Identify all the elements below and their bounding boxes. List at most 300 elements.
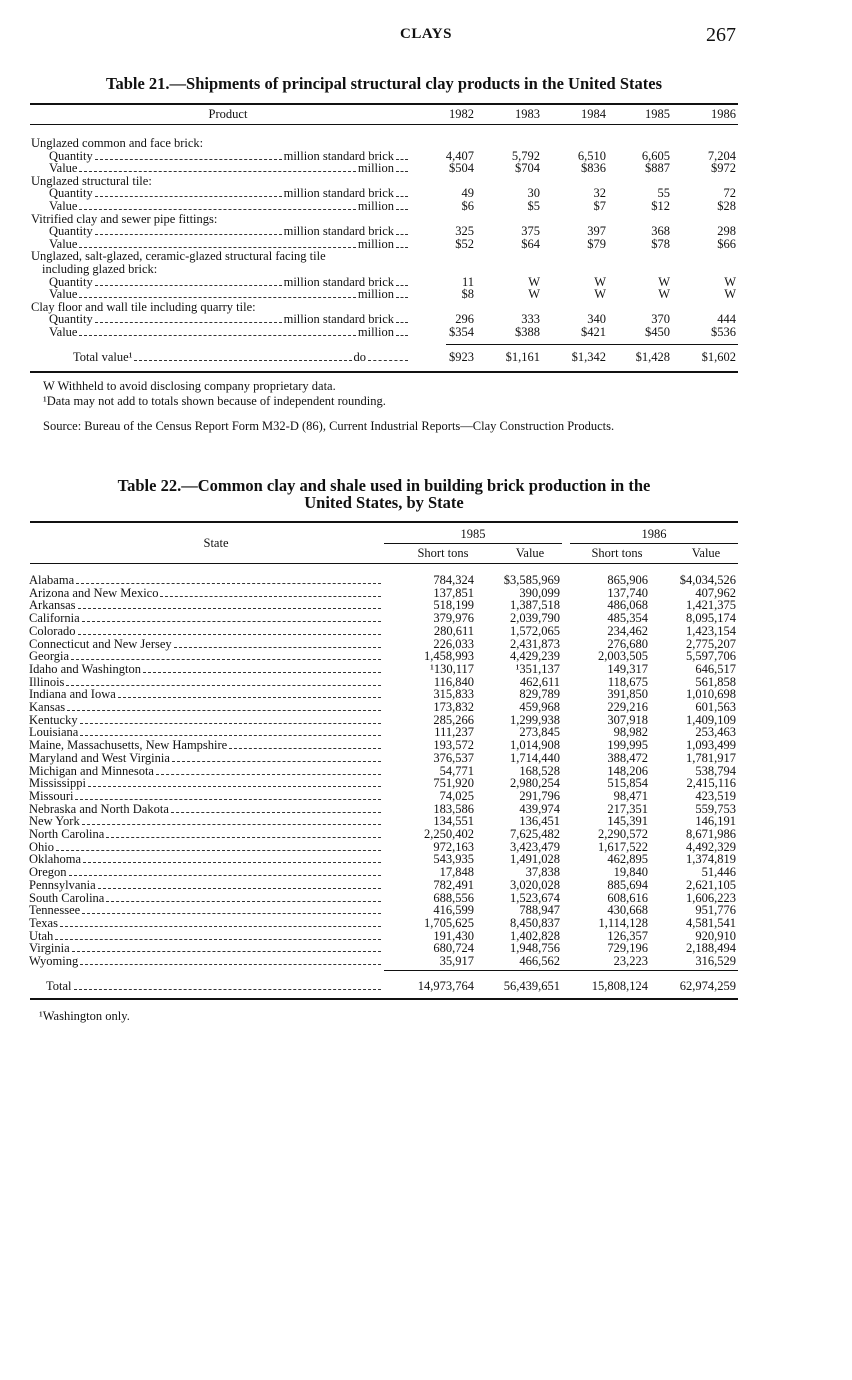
table22-cell: 751,920 xyxy=(433,776,474,791)
table22-cell: 729,196 xyxy=(607,941,648,956)
table22-cell: 390,099 xyxy=(519,585,560,600)
leader-dots xyxy=(134,360,351,361)
row-label-text: Quantity xyxy=(49,148,93,163)
table22-cell: 316,529 xyxy=(695,954,736,968)
table22-year2-header: 1986 xyxy=(641,527,667,541)
table22-cell: 459,968 xyxy=(519,700,560,714)
state-name: Virginia xyxy=(29,941,70,956)
table22-state-label xyxy=(29,904,383,917)
leader-dots xyxy=(78,608,381,609)
leader-dots xyxy=(67,710,381,711)
leader-dots xyxy=(106,901,381,902)
leader-dots xyxy=(80,723,381,724)
table22-total-rule xyxy=(384,970,738,971)
table22-cell: 1,705,625 xyxy=(424,915,474,930)
leader-dots xyxy=(95,285,282,286)
state-name: Nebraska and North Dakota xyxy=(29,801,169,816)
table21-cell: 368 xyxy=(651,224,670,239)
table22-cell: $3,585,969 xyxy=(503,573,560,587)
leader-dots xyxy=(74,989,381,990)
state-name: Indiana and Iowa xyxy=(29,687,116,702)
table22-cell: 784,324 xyxy=(433,573,474,587)
table22-cell: 118,675 xyxy=(607,674,648,689)
table22-cell: 199,995 xyxy=(607,738,648,753)
table22-cell: 1,458,993 xyxy=(424,649,474,664)
table21-cell: $704 xyxy=(515,161,540,176)
table21-source: Source: Bureau of the Census Report Form M32-D (86), Current Industrial Reports—Clay Construction Products. xyxy=(43,419,615,433)
state-name: Oklahoma xyxy=(29,852,82,867)
leader-dots xyxy=(368,360,408,361)
table22-top-rule xyxy=(30,521,738,523)
table22-cell: ¹351,137 xyxy=(515,661,560,676)
table22-state-label xyxy=(29,917,383,930)
table22-state-header: State xyxy=(203,536,229,550)
table22-state-label xyxy=(29,777,383,790)
row-unit-text: million standard brick xyxy=(283,274,394,289)
table21-total-cell: $1,602 xyxy=(701,350,736,364)
table21-cell: 5,792 xyxy=(511,148,540,163)
table21-cell: $78 xyxy=(651,236,670,251)
table21-cell: $7 xyxy=(593,199,606,213)
table21-row-label xyxy=(49,150,410,163)
table21-cell: $887 xyxy=(645,161,670,176)
leader-dots xyxy=(82,913,381,914)
state-name: Idaho and Washington xyxy=(29,661,141,676)
table21-cell: $421 xyxy=(581,325,606,339)
table22-cell: 149,317 xyxy=(607,661,648,676)
table21-cell: $8 xyxy=(461,287,474,302)
table22-cell: 2,003,505 xyxy=(598,649,648,664)
table22-cell: 2,980,254 xyxy=(510,776,560,791)
table22-title-line1: Table 22.—Common clay and shale used in building brick production in the xyxy=(117,476,651,495)
table22-state-label xyxy=(29,930,383,943)
leader-dots xyxy=(396,234,408,235)
table21-row-label xyxy=(49,225,410,238)
table22-cell: 285,266 xyxy=(433,712,474,727)
leader-dots xyxy=(83,862,381,863)
leader-dots xyxy=(82,824,381,825)
leader-dots xyxy=(143,672,381,673)
table21-cell: 55 xyxy=(657,186,670,201)
table21-col-product: Product xyxy=(208,107,248,121)
leader-dots xyxy=(95,159,282,160)
state-name: Colorado xyxy=(29,623,76,638)
table21-row-label xyxy=(49,326,410,339)
table22-cell: 1,491,028 xyxy=(510,852,560,867)
table22-total-cell: 62,974,259 xyxy=(679,979,736,993)
table21-cell: W xyxy=(528,287,540,302)
state-name: Mississippi xyxy=(29,776,86,791)
table21-col-year: 1985 xyxy=(645,107,670,121)
leader-dots xyxy=(160,596,381,597)
table22-cell: 2,039,790 xyxy=(510,611,560,626)
leader-dots xyxy=(60,926,381,927)
state-name: Wyoming xyxy=(29,954,79,968)
leader-dots xyxy=(396,297,408,298)
table21-cell: 30 xyxy=(527,186,540,201)
table22-cell: 8,450,837 xyxy=(510,915,560,930)
row-label-text: Value xyxy=(49,325,78,339)
table22-cell: 4,492,329 xyxy=(686,839,736,854)
table22-cell: 462,611 xyxy=(519,674,560,689)
state-name: Utah xyxy=(29,928,54,943)
state-name: Maryland and West Virginia xyxy=(29,750,170,765)
table22-cell: 1,423,154 xyxy=(686,623,736,638)
table22-cell: 601,563 xyxy=(695,700,736,714)
table21-col-year: 1983 xyxy=(515,107,540,121)
state-name: Georgia xyxy=(29,649,70,664)
row-unit-text: million standard brick xyxy=(283,312,394,327)
table21-cell: 444 xyxy=(717,312,736,327)
table22-cell: 2,415,116 xyxy=(686,776,736,791)
table22-state-label xyxy=(29,638,383,651)
row-label-text: Quantity xyxy=(49,186,93,201)
table22-cell: 8,095,174 xyxy=(686,611,736,626)
table22-cell: 3,423,479 xyxy=(510,839,560,854)
table22-total-label xyxy=(46,980,383,993)
table22-cell: 538,794 xyxy=(695,763,736,778)
state-name: Tennessee xyxy=(29,903,81,918)
leader-dots xyxy=(79,335,355,336)
table22-cell: 183,586 xyxy=(433,801,474,816)
table22-cell: 951,776 xyxy=(695,903,736,918)
table22-cell: 19,840 xyxy=(613,865,648,880)
page-number: 267 xyxy=(706,24,736,46)
table21-cell: $5 xyxy=(527,199,540,213)
table22-cell: 1,114,128 xyxy=(598,915,648,930)
table22-state-label xyxy=(29,688,383,701)
table22-cell: 3,020,028 xyxy=(510,877,560,892)
leader-dots xyxy=(78,634,381,635)
leader-dots xyxy=(72,951,381,952)
table22-year2-rule xyxy=(570,543,738,544)
table22-cell: 234,462 xyxy=(607,623,648,638)
table22-cell: 1,948,756 xyxy=(510,941,560,956)
leader-dots xyxy=(396,196,408,197)
state-name: South Carolina xyxy=(29,890,105,905)
row-unit-text: million xyxy=(357,199,394,213)
table21-title: Table 21.—Shipments of principal structural clay products in the United States xyxy=(105,74,662,93)
leader-dots xyxy=(98,888,381,889)
row-unit-text: million xyxy=(357,325,394,339)
row-unit-text: million xyxy=(357,236,394,251)
table22-cell: 146,191 xyxy=(695,814,736,829)
table22-sub-header-tons-1986: Short tons xyxy=(591,546,643,560)
table22-state-label xyxy=(29,892,383,905)
table22-cell: 407,962 xyxy=(695,585,736,600)
table22-cell: 137,740 xyxy=(607,585,648,600)
table22-cell: 291,796 xyxy=(519,788,560,803)
table22-cell: 7,625,482 xyxy=(510,827,560,841)
table21-cell: $388 xyxy=(515,325,540,339)
table21-cell: 72 xyxy=(723,186,736,201)
table21-group-label: including glazed brick: xyxy=(42,262,158,276)
table22-cell: 885,694 xyxy=(607,877,648,892)
leader-dots xyxy=(229,748,381,749)
table22-cell: 388,472 xyxy=(607,750,648,765)
table21-cell: $28 xyxy=(717,199,736,213)
table22-cell: 4,429,239 xyxy=(510,649,560,664)
leader-dots xyxy=(396,285,408,286)
table22-cell: 485,354 xyxy=(607,611,648,626)
table22-cell: 2,290,572 xyxy=(598,827,648,841)
table22-bottom-rule xyxy=(30,998,738,1000)
table22-cell: 559,753 xyxy=(695,801,736,816)
table21-cell: W xyxy=(658,274,670,289)
leader-dots xyxy=(69,875,382,876)
state-name: Kentucky xyxy=(29,712,78,727)
row-label-text: Value xyxy=(49,199,78,213)
table22-cell: 462,895 xyxy=(607,852,648,867)
table22-cell: 2,250,402 xyxy=(424,827,474,841)
state-name: Arkansas xyxy=(29,598,76,613)
table22-state-label xyxy=(29,752,383,765)
leader-dots xyxy=(95,322,282,323)
table22-cell: 111,237 xyxy=(434,725,474,740)
table22-cell: 423,519 xyxy=(695,788,736,803)
table22-cell: 2,188,494 xyxy=(686,941,736,956)
table21-cell: $6 xyxy=(461,199,474,213)
total-unit-text: do xyxy=(353,350,366,364)
table22-cell: 273,845 xyxy=(519,725,560,740)
table21-group-label: Clay floor and wall tile including quarry tile: xyxy=(31,299,256,314)
state-name: New York xyxy=(29,814,80,829)
table21-cell: 296 xyxy=(455,312,474,327)
table22-cell: 920,910 xyxy=(695,928,736,943)
state-name: Texas xyxy=(29,915,58,930)
table21-cell: 325 xyxy=(455,224,474,239)
table21-cell: 7,204 xyxy=(707,148,736,163)
table22-cell: 137,851 xyxy=(433,585,474,600)
table22-cell: 688,556 xyxy=(433,890,474,905)
table22-header-rule xyxy=(30,563,738,564)
table22-cell: 543,935 xyxy=(433,852,474,867)
leader-dots xyxy=(79,171,355,172)
row-label-text: Quantity xyxy=(49,274,93,289)
table22-cell: 134,551 xyxy=(433,814,474,829)
table22-state-label xyxy=(29,790,383,803)
row-unit-text: million standard brick xyxy=(283,224,394,239)
total-label-text: Total value¹ xyxy=(73,350,133,364)
leader-dots xyxy=(56,850,381,851)
leader-dots xyxy=(79,247,355,248)
table21-group-label: Unglazed common and face brick: xyxy=(31,136,204,150)
leader-dots xyxy=(396,335,408,336)
table22-total-cell: 56,439,651 xyxy=(503,979,560,993)
total-label-text: Total xyxy=(46,979,72,993)
table22-cell: 1,093,499 xyxy=(686,738,736,753)
table22-cell: 51,446 xyxy=(701,865,736,880)
table21-group-label: Unglazed, salt-glazed, ceramic-glazed structural facing tile xyxy=(31,249,326,264)
row-unit-text: million xyxy=(357,287,394,302)
table21-cell: $972 xyxy=(711,161,736,176)
state-name: Arizona and New Mexico xyxy=(29,585,159,600)
table22-cell: 486,068 xyxy=(607,598,648,613)
table21-cell: $66 xyxy=(717,236,736,251)
table22-cell: 430,668 xyxy=(607,903,648,918)
leader-dots xyxy=(174,647,381,648)
table22-cell: 518,199 xyxy=(433,598,474,613)
leader-dots xyxy=(118,697,381,698)
state-name: Illinois xyxy=(29,674,65,689)
table21-cell: 333 xyxy=(521,312,540,327)
state-name: Alabama xyxy=(29,573,75,587)
table22-cell: 1,572,065 xyxy=(510,623,560,638)
leader-dots xyxy=(71,659,381,660)
table22-cell: 1,617,522 xyxy=(598,839,648,854)
table22-cell: 253,463 xyxy=(695,725,736,740)
table22-cell: 1,606,223 xyxy=(686,890,736,905)
table22-cell: 280,611 xyxy=(433,623,474,638)
leader-dots xyxy=(79,297,355,298)
table21-cell: $504 xyxy=(449,161,474,176)
table21-cell: 397 xyxy=(587,224,606,239)
table21-footnote-w: W Withheld to avoid disclosing company proprietary data. xyxy=(43,379,336,393)
table21-cell: W xyxy=(528,274,540,289)
table22-state-label xyxy=(29,625,383,638)
table21-total-cell: $923 xyxy=(449,350,474,364)
leader-dots xyxy=(156,774,381,775)
table22-year1-rule xyxy=(384,543,562,544)
table22-total-cell: 14,973,764 xyxy=(417,979,474,993)
table22-total-cell: 15,808,124 xyxy=(591,979,648,993)
table21-cell: $536 xyxy=(711,325,736,339)
table22-cell: 145,391 xyxy=(607,814,648,829)
table22-cell: 136,451 xyxy=(519,814,560,829)
table22-cell: 2,621,105 xyxy=(686,877,736,892)
leader-dots xyxy=(171,812,381,813)
table22-cell: 646,517 xyxy=(695,661,736,676)
table21-cell: $836 xyxy=(581,161,606,176)
table22-cell: 391,850 xyxy=(607,687,648,702)
table21-cell: 32 xyxy=(593,186,606,201)
table22-cell: 1,421,375 xyxy=(686,598,736,613)
table21-cell: 375 xyxy=(521,224,540,239)
table22-cell: 229,216 xyxy=(607,700,648,714)
table22-cell: 37,838 xyxy=(525,865,560,880)
row-unit-text: million standard brick xyxy=(283,186,394,201)
leader-dots xyxy=(396,159,408,160)
table22-state-label xyxy=(29,879,383,892)
state-name: Maine, Massachusetts, New Hampshire xyxy=(29,738,228,753)
table22-cell: 1,374,819 xyxy=(686,852,736,867)
table22-footnote: ¹Washington only. xyxy=(39,1009,130,1023)
table21-group-label: Vitrified clay and sewer pipe fittings: xyxy=(31,211,218,226)
row-label-text: Value xyxy=(49,236,78,251)
leader-dots xyxy=(396,209,408,210)
table21-cell: $64 xyxy=(521,236,540,251)
table22-cell: 865,906 xyxy=(607,573,648,587)
table21-col-year: 1984 xyxy=(581,107,606,121)
leader-dots xyxy=(55,939,381,940)
table22-cell: 1,010,698 xyxy=(686,687,736,702)
table22-cell: 126,357 xyxy=(607,928,648,943)
table22-cell: 782,491 xyxy=(433,877,474,892)
table22-cell: 1,014,908 xyxy=(510,738,560,753)
table22-cell: 5,597,706 xyxy=(686,649,736,664)
table22-cell: 74,025 xyxy=(439,788,474,803)
table22-cell: 376,537 xyxy=(433,750,474,765)
leader-dots xyxy=(80,735,381,736)
table21-row-label xyxy=(49,313,410,326)
table21-col-year: 1986 xyxy=(711,107,736,121)
state-name: Connecticut and New Jersey xyxy=(29,636,172,651)
table22-cell: 217,351 xyxy=(607,801,648,816)
table22-cell: 416,599 xyxy=(433,903,474,918)
table22-sub-header-value-1985: Value xyxy=(515,546,545,560)
table22-state-label xyxy=(29,714,383,727)
table21-cell: W xyxy=(658,287,670,302)
table21-cell: 298 xyxy=(717,224,736,239)
table22-cell: 315,833 xyxy=(433,687,474,702)
table22-cell: $4,034,526 xyxy=(679,573,736,587)
table22-cell: 680,724 xyxy=(433,941,474,956)
table22-state-label xyxy=(29,587,383,600)
leader-dots xyxy=(106,837,381,838)
row-unit-text: million standard brick xyxy=(283,148,394,163)
table22-cell: 788,947 xyxy=(519,903,560,918)
table21-cell: 49 xyxy=(461,186,474,201)
leader-dots xyxy=(172,761,381,762)
leader-dots xyxy=(82,621,381,622)
table21-total-cell: $1,161 xyxy=(505,350,540,364)
table22-cell: 23,223 xyxy=(613,954,648,968)
table22-year1-header: 1985 xyxy=(460,527,486,541)
table22-cell: 276,680 xyxy=(607,636,648,651)
table22-cell: 307,918 xyxy=(607,712,648,727)
table21-cell: $12 xyxy=(651,199,670,213)
table22-cell: 173,832 xyxy=(433,700,474,714)
table22-cell: 1,387,518 xyxy=(510,598,560,613)
table21-footnote-1: ¹Data may not add to totals shown because of independent rounding. xyxy=(43,394,386,408)
table22-state-label xyxy=(29,701,383,714)
table21-cell: 340 xyxy=(587,312,606,327)
table22-cell: 116,840 xyxy=(433,674,474,689)
table22-cell: 226,033 xyxy=(433,636,474,651)
state-name: California xyxy=(29,611,80,626)
table22-state-label xyxy=(29,803,383,816)
row-unit-text: million xyxy=(357,161,394,176)
table22-sub-header-value-1986: Value xyxy=(691,546,721,560)
table22-state-label xyxy=(29,955,383,968)
state-name: Missouri xyxy=(29,788,74,803)
table22-cell: ¹130,117 xyxy=(430,661,474,676)
table21-header-rule xyxy=(30,124,738,125)
table22-sub-header-tons-1985: Short tons xyxy=(417,546,469,560)
leader-dots xyxy=(79,209,355,210)
table22-cell: 439,974 xyxy=(519,801,560,816)
state-name: North Carolina xyxy=(29,827,105,841)
table21-cell: $52 xyxy=(455,236,474,251)
table22-cell: 2,775,207 xyxy=(686,636,736,651)
table21-cell: 6,510 xyxy=(577,148,606,163)
table22-state-label xyxy=(29,663,383,676)
state-name: Ohio xyxy=(29,839,54,854)
table21-cell: 4,407 xyxy=(445,148,474,163)
table21-total-rule xyxy=(446,344,738,345)
table22-cell: 1,523,674 xyxy=(510,890,560,905)
table22-cell: 193,572 xyxy=(433,738,474,753)
table22-state-label xyxy=(29,612,383,625)
table22-cell: 515,854 xyxy=(607,776,648,791)
table22-cell: 466,562 xyxy=(519,954,560,968)
table22-cell: 4,581,541 xyxy=(686,915,736,930)
table21-row-label xyxy=(49,187,410,200)
table22-cell: 379,976 xyxy=(433,611,474,626)
table22-state-label xyxy=(29,942,383,955)
state-name: Kansas xyxy=(29,700,66,714)
table22-cell: 972,163 xyxy=(433,839,474,854)
